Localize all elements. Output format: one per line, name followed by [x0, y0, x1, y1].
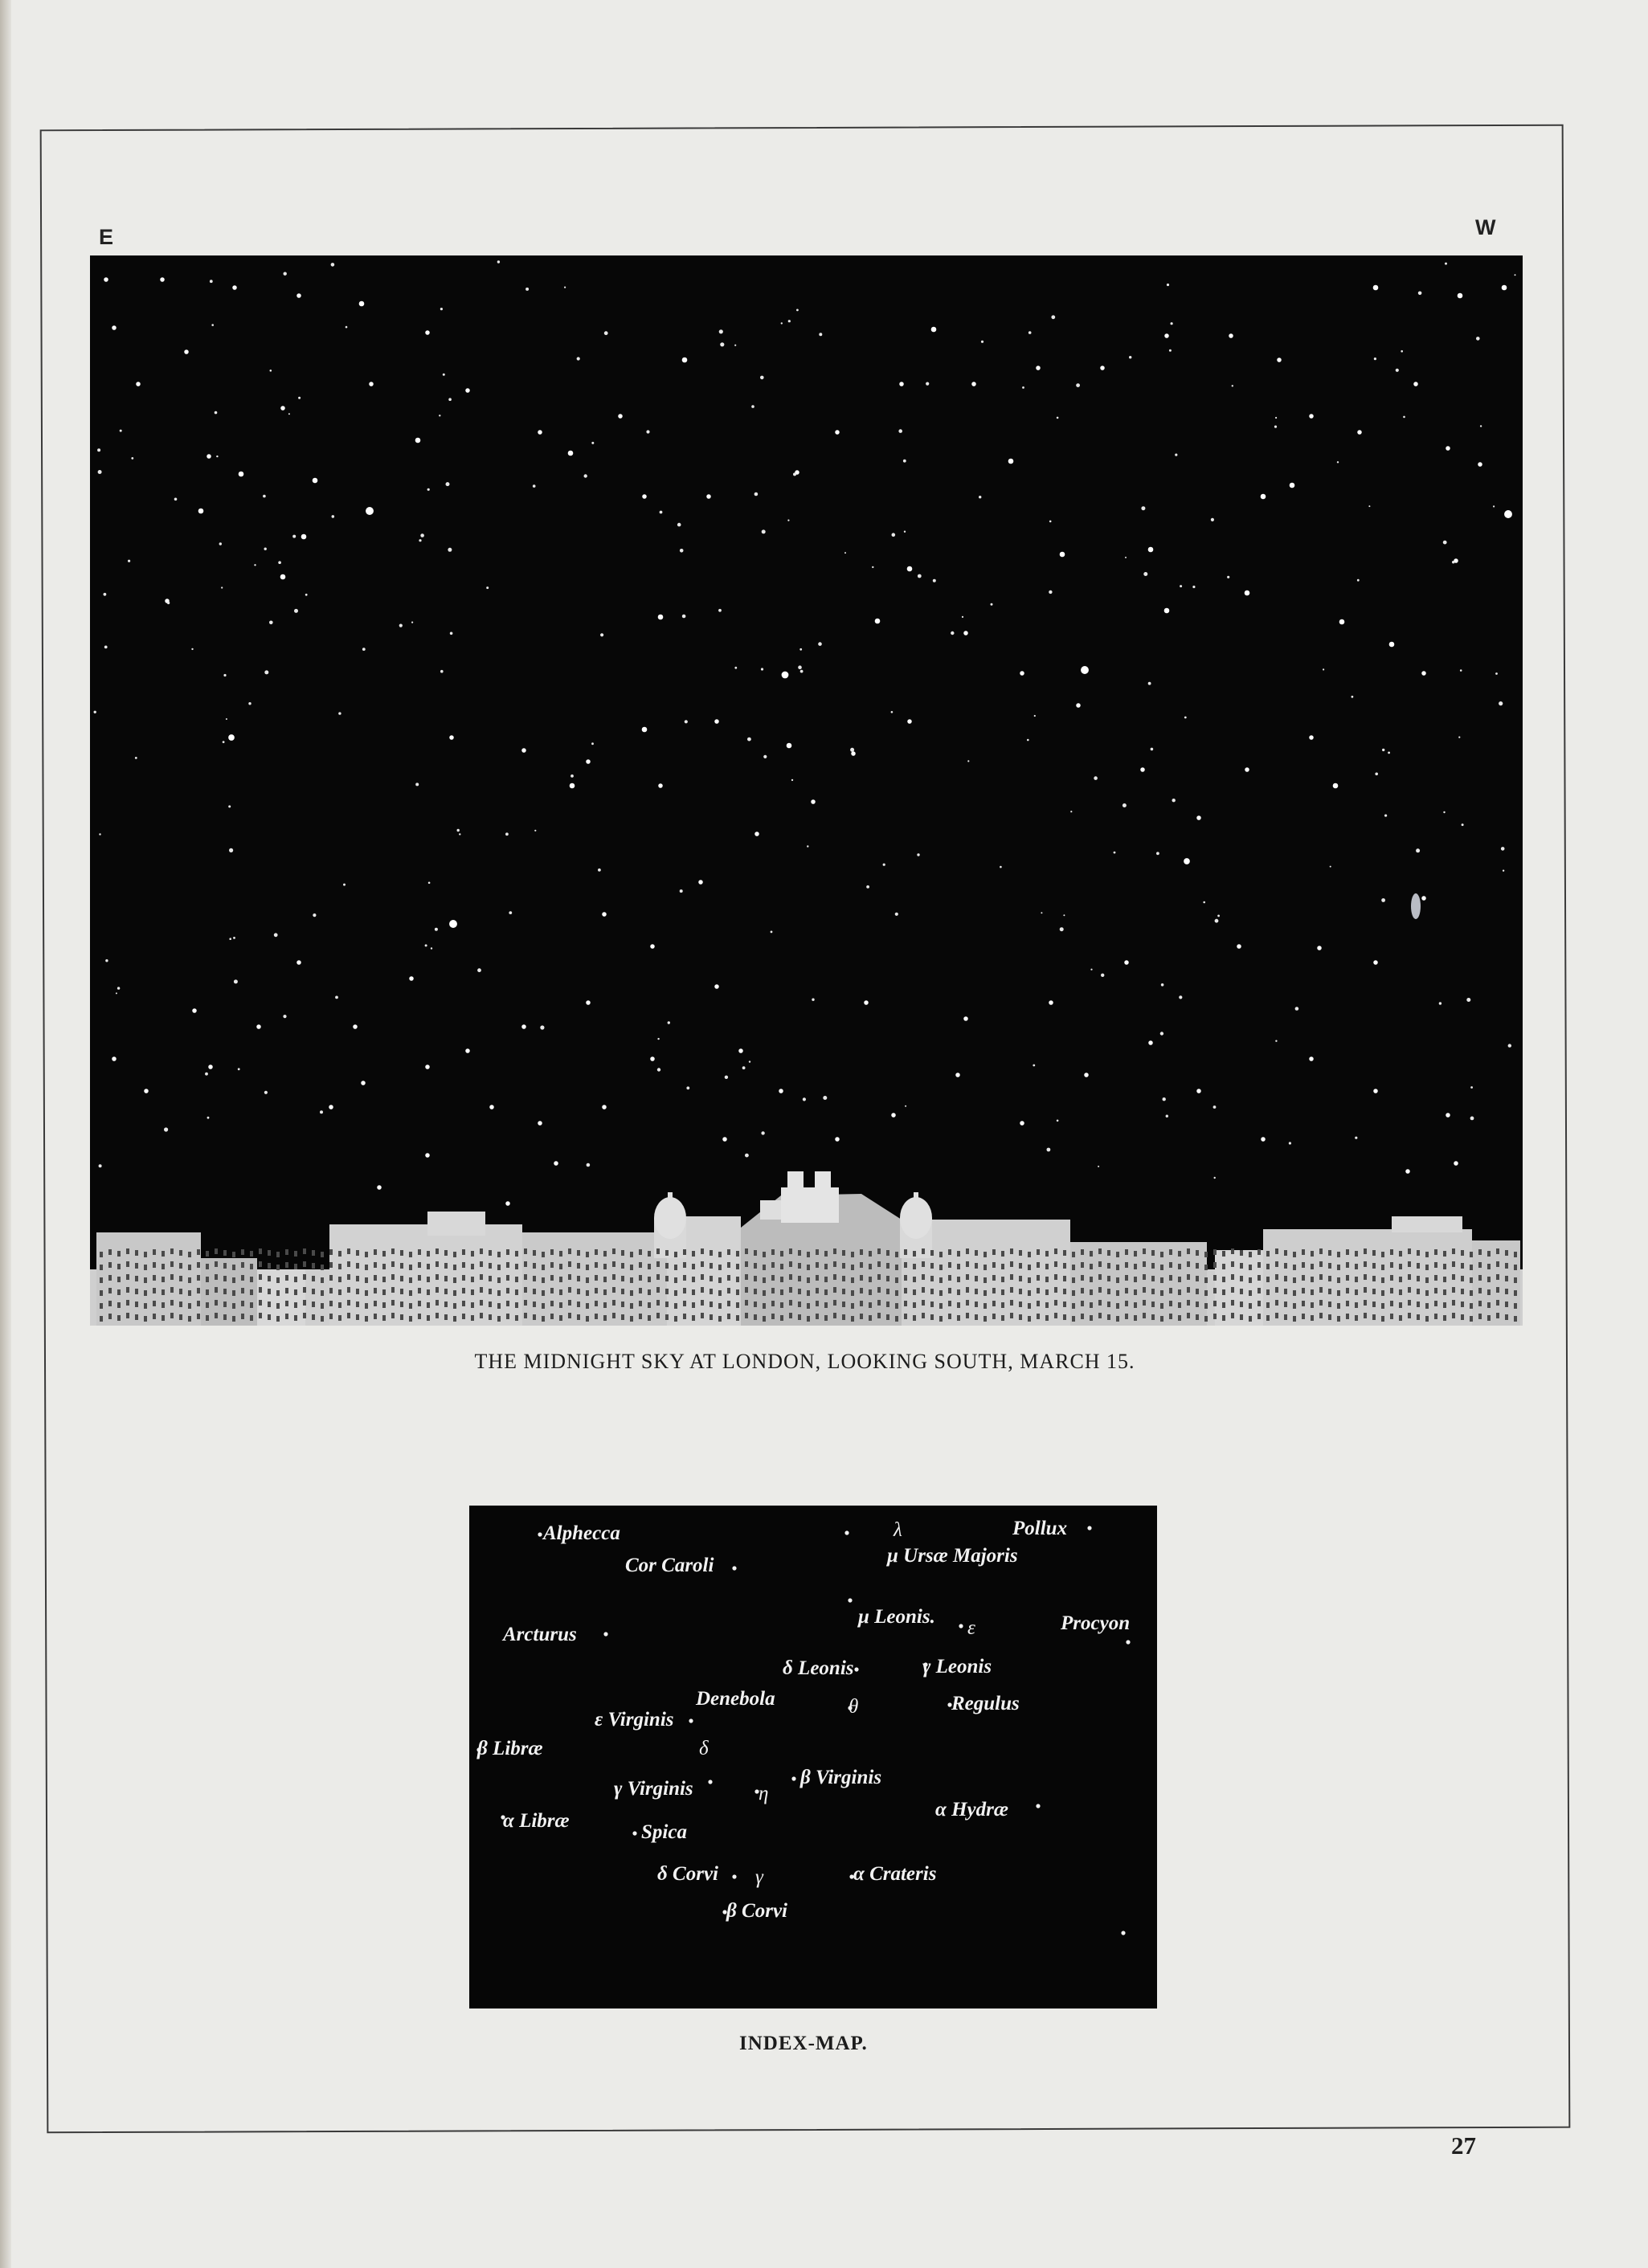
greenwich-skyline: [90, 1171, 1523, 1326]
index-label-gamma-leonis: γ Leonis: [922, 1656, 992, 1678]
sky-plate-caption: [0, 1350, 1648, 1374]
index-label-theta: θ: [849, 1696, 859, 1718]
index-label-beta-librae: β Libræ: [477, 1738, 543, 1759]
index-label-denebola: Denebola: [696, 1688, 775, 1710]
index-label-delta-corvi: δ Corvi: [657, 1863, 719, 1885]
index-label-beta-virginis: β Virginis: [800, 1767, 882, 1788]
index-label-eta: η: [759, 1783, 769, 1804]
index-label-alpha-hydrae: α Hydræ: [935, 1799, 1008, 1821]
index-label-arcturus: Arcturus: [503, 1624, 577, 1645]
index-label-epsilon-virginis: ε Virginis: [595, 1709, 674, 1731]
compass-west-label: W: [1475, 215, 1496, 239]
index-label-epsilon: ε: [967, 1617, 975, 1639]
index-label-spica: Spica: [641, 1821, 687, 1843]
index-label-delta-leonis: δ Leonis: [783, 1657, 854, 1679]
index-label-alpha-librae: α Libræ: [503, 1810, 570, 1832]
index-label-alpha-crateris: α Crateris: [853, 1863, 937, 1885]
index-map-dots: [469, 1506, 1157, 2009]
sky-stars-and-skyline: [90, 255, 1523, 1326]
index-label-lambda: λ: [894, 1519, 902, 1541]
sky-caption-text: THE MIDNIGHT SKY AT LONDON, LOOKING SOUTH, MARCH 15.: [474, 1350, 1135, 1373]
index-label-mu-leonis: μ Leonis.: [858, 1606, 935, 1628]
index-label-gamma-virginis: γ Virginis: [614, 1778, 693, 1800]
index-label-procyon: Procyon: [1061, 1612, 1131, 1634]
page-number: 27: [1451, 2131, 1476, 2160]
midnight-sky-illustration: [90, 255, 1523, 1326]
index-label-beta-corvi: β Corvi: [726, 1900, 788, 1922]
page-binding-edge: [0, 0, 11, 2268]
index-label-pollux: Pollux: [1012, 1518, 1068, 1539]
index-label-mu-ursae-majoris: μ Ursæ Majoris: [887, 1545, 1018, 1567]
index-map: [469, 1506, 1157, 2009]
index-label-gamma: γ: [755, 1866, 763, 1888]
index-label-delta: δ: [699, 1738, 709, 1759]
index-map-caption: INDEX-MAP.: [739, 2033, 868, 2054]
index-label-alphecca: Alphecca: [543, 1522, 620, 1544]
index-label-cor-caroli: Cor Caroli: [625, 1555, 714, 1576]
compass-east-label: E: [99, 225, 114, 249]
index-label-regulus: Regulus: [951, 1693, 1020, 1714]
